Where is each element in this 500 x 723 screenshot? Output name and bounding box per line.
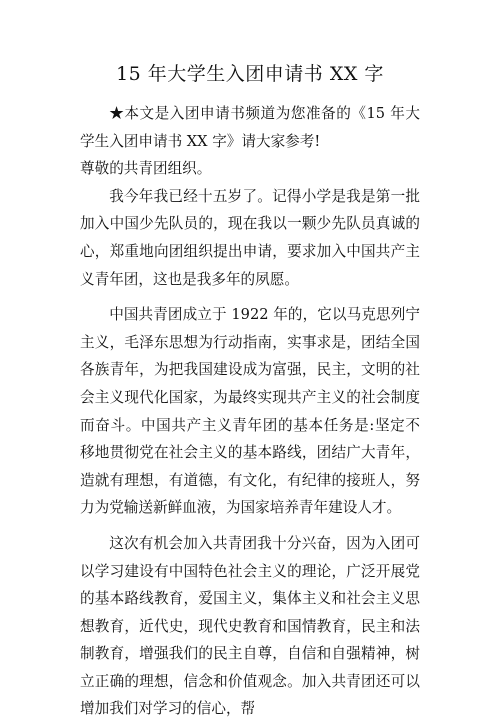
intro-paragraph: ★本文是入团申请书频道为您准备的《15 年大学生入团申请书 XX 字》请大家参考! bbox=[80, 105, 420, 150]
document-title: 15 年大学生入团申请书 XX 字 bbox=[116, 63, 384, 85]
body-paragraph-3: 这次有机会加入共青团我十分兴奋，因为入团可以学习建设有中国特色社会主义的理论，广泛开展党的基本路线教育，爱国主义，集体主义和社会主义思想教育，近代史，现代史教育和国情教育，民主和法制教育，增强我们的民主自尊，自信和自强精神，树立正确的理想，信念和价值观念。加入共青团还可以增加我们对学习的信心，帮 bbox=[80, 534, 420, 718]
salutation: 尊敬的共青团组织。 bbox=[80, 160, 212, 178]
body-paragraph-1: 我今年我已经十五岁了。记得小学是我是第一批加入中国少先队员的，现在我以一颗少先队员真诚的心，郑重地向团组织提出申请，要求加入中国共产主义青年团，这也是我多年的夙愿。 bbox=[80, 187, 420, 288]
body-paragraph-2: 中国共青团成立于 1922 年的，它以马克思列宁主义，毛泽东思想为行动指南，实事求是，团结全国各族青年，为把我国建设成为富强，民主，文明的社会主义现代化国家，为最终实现共产主义的社会制度而奋斗。中国共产主义青年团的基本任务是:坚定不移地贯彻党在社会主义的基本路线，团结广大青年，造就有理想，有道德，有文化，有纪律的接班人，努力为党输送新鲜血液，为国家培养青年建设人才。 bbox=[80, 306, 420, 517]
document-body bbox=[80, 100, 420, 723]
